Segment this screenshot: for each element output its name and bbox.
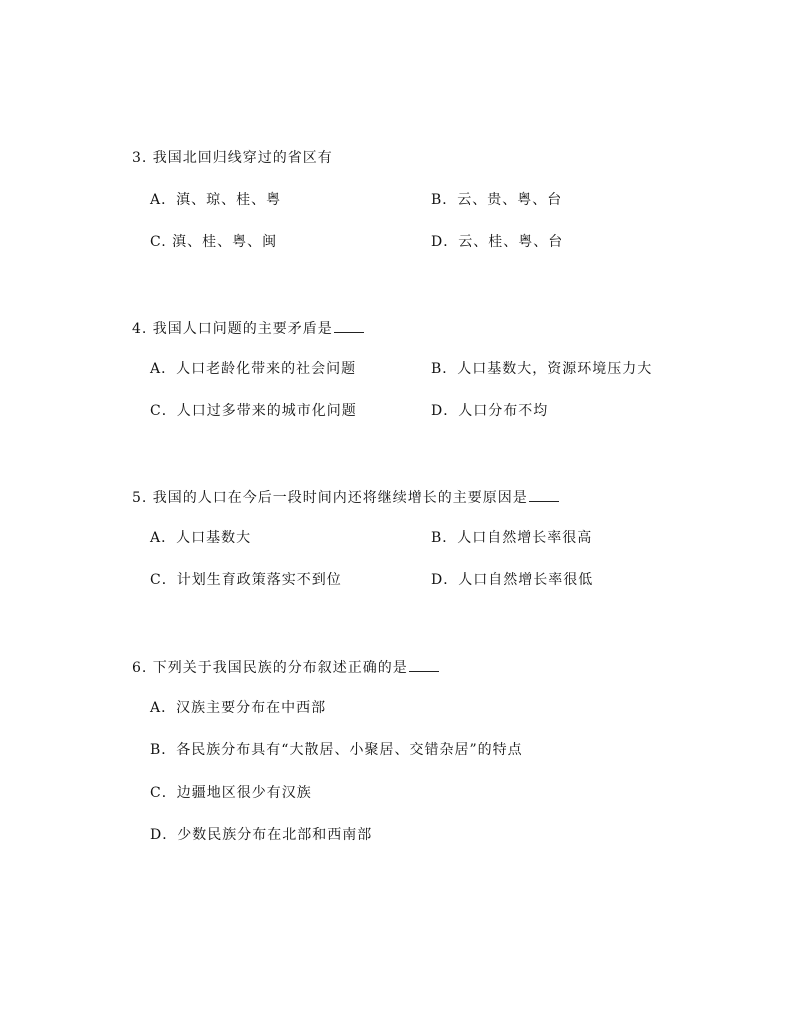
question-3-option-d: D．云、桂、粤、台	[431, 234, 564, 250]
question-4-option-a: A．人口老龄化带来的社会问题	[150, 361, 357, 377]
question-6-option-c: C．边疆地区很少有汉族	[150, 785, 312, 801]
question-5-option-d: D．人口自然增长率很低	[431, 572, 594, 588]
question-4-stem: 4. 我国人口问题的主要矛盾是	[132, 321, 333, 337]
answer-blank	[529, 489, 559, 502]
question-3-stem: 3. 我国北回归线穿过的省区有	[132, 150, 333, 166]
question-5-stem-line	[132, 489, 559, 505]
question-3-option-c: C. 滇、桂、粤、闽	[150, 234, 278, 250]
question-5-option-b: B．人口自然增长率很高	[431, 530, 593, 546]
question-5-option-c: C．计划生育政策落实不到位	[150, 572, 342, 588]
question-6-option-a: A．汉族主要分布在中西部	[150, 700, 327, 716]
answer-blank	[334, 320, 364, 333]
question-4-option-d: D．人口分布不均	[431, 403, 549, 419]
question-3-option-a: A．滇、琼、桂、粤	[150, 192, 282, 208]
question-6-stem-line	[132, 659, 439, 675]
answer-blank	[409, 659, 439, 672]
question-5-stem: 5. 我国的人口在今后一段时间内还将继续增长的主要原因是	[132, 490, 528, 506]
question-6-stem: 6. 下列关于我国民族的分布叙述正确的是	[132, 660, 408, 676]
question-4-stem-line	[132, 320, 364, 336]
question-5-option-a: A．人口基数大	[150, 530, 252, 546]
question-3-option-b: B．云、贵、粤、台	[431, 192, 563, 208]
question-4-option-c: C．人口过多带来的城市化问题	[150, 403, 357, 419]
question-4-option-b: B．人口基数大，资源环境压力大	[431, 361, 653, 377]
question-6-option-d: D．少数民族分布在北部和西南部	[150, 827, 373, 843]
question-6-option-b: B．各民族分布具有“大散居、小聚居、交错杂居”的特点	[150, 742, 523, 758]
